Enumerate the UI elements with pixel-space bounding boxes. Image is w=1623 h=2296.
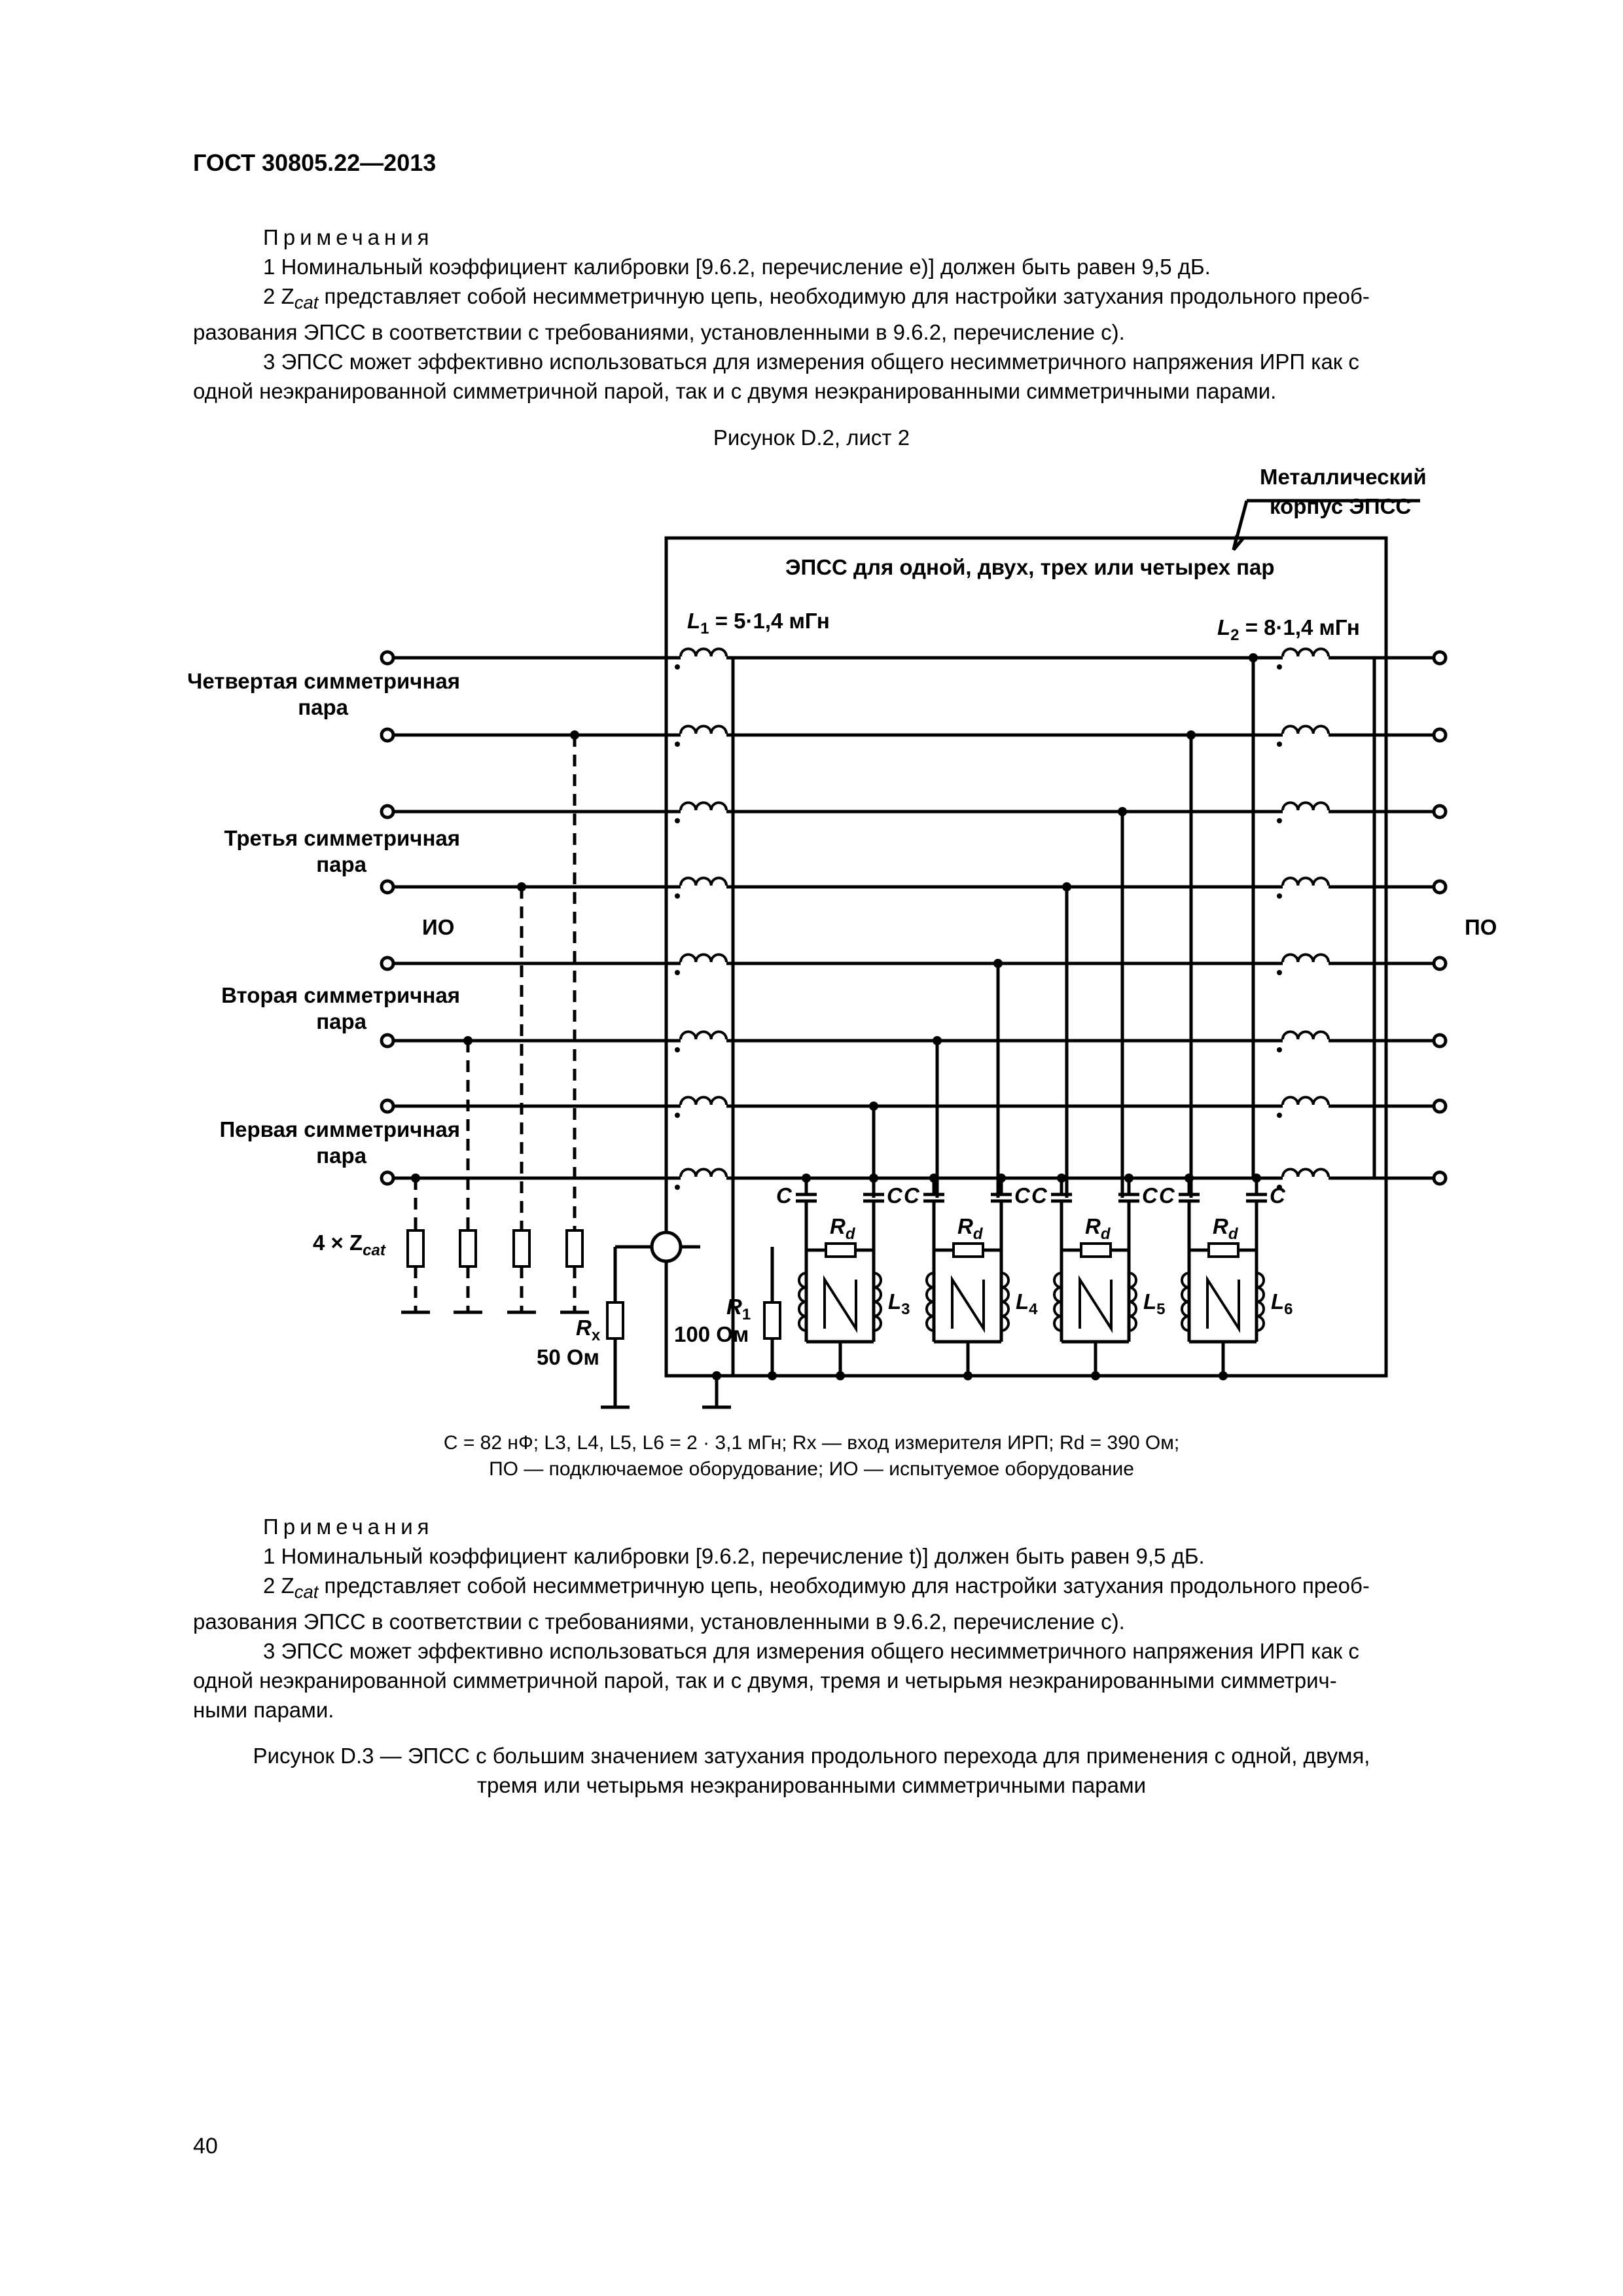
l2-label: $L_2 = 8\cdot 1,4$ мГн <box>1217 615 1360 644</box>
cap-label-1-0: C <box>904 1183 919 1208</box>
terminal-right-3 <box>1434 881 1446 893</box>
rd-label-0: $R_d$ <box>830 1214 855 1243</box>
l2-coil-1 <box>1283 726 1329 734</box>
terminal-left-4 <box>382 958 393 969</box>
l1-coil-2 <box>681 802 726 810</box>
coil-dot-r-3 <box>1277 893 1282 899</box>
rd-label-2: $R_d$ <box>1085 1214 1111 1243</box>
coil-dot-r-1 <box>1277 742 1282 747</box>
ae-label: ПО <box>1465 915 1497 939</box>
tap-dot-0 <box>1186 730 1196 740</box>
l2-coil-3 <box>1283 878 1329 886</box>
cap-label-2-0: C <box>1031 1183 1047 1208</box>
zcat-res-0 <box>408 1230 423 1266</box>
l2-coil-2 <box>1283 802 1329 810</box>
note-b3: 3 ЭПСС может эффективно использоваться для измерения общего несимметричного напряжения ИРП как с <box>263 1638 1359 1663</box>
coil-dot-l-4 <box>675 970 680 975</box>
l2-coil-4 <box>1283 954 1329 962</box>
coil-dot-l-6 <box>675 1113 680 1118</box>
notes-bottom <box>193 1512 1495 1725</box>
r1-dot <box>768 1371 777 1380</box>
note-1: 1 Номинальный коэффициент калибровки [9.6.2, перечисление e)] должен быть равен 9,5 дБ. <box>263 255 1211 279</box>
pair1-label-b: пара <box>316 1143 366 1168</box>
l2-coil-5 <box>1283 1031 1329 1039</box>
cap-dot-r-1 <box>997 1174 1006 1183</box>
figure-d2-caption: Рисунок D.2, лист 2 <box>713 425 910 450</box>
rx-value: 50 Ом <box>537 1345 599 1369</box>
cap-dot-l-1 <box>929 1174 938 1183</box>
coil-dot-l-7 <box>675 1185 680 1190</box>
coil-dot-l-2 <box>675 818 680 823</box>
l1-coil-1 <box>681 726 726 734</box>
tap-dot-5 <box>869 1102 878 1111</box>
pair2-label-b: пара <box>316 1009 366 1033</box>
note-b2: 2 $Z_{cat}$ представляет собой несимметричную цепь, необходимую для настройки затухания продольного преоб- <box>263 1573 1370 1602</box>
coil-dot-l-3 <box>675 893 680 899</box>
terminal-left-6 <box>382 1100 393 1112</box>
box-title: ЭПСС для одной, двух, трех или четырех пар <box>785 555 1275 579</box>
rd-body-0 <box>826 1244 855 1257</box>
core-0 <box>825 1280 856 1329</box>
box-ground-dot <box>712 1371 721 1380</box>
note-b3-cont2: ными парами. <box>193 1697 334 1722</box>
pair4-label-b: пара <box>298 695 348 719</box>
terminal-left-3 <box>382 881 393 893</box>
terminal-right-0 <box>1434 652 1446 664</box>
cap-label-0-0: C <box>776 1183 792 1208</box>
pair3-label-a: Третья симметричная <box>224 826 460 850</box>
coil-dot-l-5 <box>675 1047 680 1052</box>
rx-port <box>652 1232 681 1261</box>
enclosure-label-2: корпус ЭПСС <box>1270 494 1412 518</box>
balun-label-2: $L_5$ <box>1143 1289 1166 1318</box>
notes-bottom-title: Примечания <box>263 1515 434 1539</box>
l2-coil-6 <box>1283 1097 1329 1105</box>
zcat-dot-0 <box>411 1174 420 1183</box>
terminal-left-5 <box>382 1035 393 1047</box>
l1-coil-0 <box>681 649 726 656</box>
coil-dot-l-0 <box>675 664 680 670</box>
terminal-left-0 <box>382 652 393 664</box>
terminal-right-4 <box>1434 958 1446 969</box>
core-1 <box>952 1280 984 1329</box>
balun-label-3: $L_6$ <box>1271 1289 1293 1318</box>
tap-dot-1 <box>1118 807 1127 816</box>
note-2-cont: разования ЭПСС в соответствии с требованиями, установленными в 9.6.2, перечисление с). <box>193 319 1125 344</box>
enclosure-label-1: Металлический <box>1260 465 1427 489</box>
terminal-right-7 <box>1434 1172 1446 1184</box>
l1-label: $L_1 = 5\cdot 1,4$ мГн <box>687 609 830 637</box>
document-header: ГОСТ 30805.22—2013 <box>193 149 437 176</box>
ground-dot-0 <box>836 1371 845 1380</box>
l2-coil-7 <box>1283 1169 1329 1177</box>
notes-title: Примечания <box>263 225 434 249</box>
pair1-label-a: Первая симметричная <box>219 1117 460 1141</box>
core-3 <box>1207 1280 1239 1329</box>
l1-coil-6 <box>681 1097 726 1105</box>
note-b1: 1 Номинальный коэффициент калибровки [9.6.2, перечисление t)] должен быть равен 9,5 дБ. <box>263 1544 1205 1568</box>
legend-line-1: C = 82 нФ; L3, L4, L5, L6 = 2 · 3,1 мГн; Rx — вход измерителя ИРП; Rd = 390 Ом; <box>443 1432 1180 1454</box>
cap-label-0-1: C <box>887 1183 902 1208</box>
coil-dot-l-1 <box>675 742 680 747</box>
balun-label-0: $L_3$ <box>888 1289 910 1318</box>
pair4-label-a: Четвертая симметричная <box>187 669 460 693</box>
tap-dot-4 <box>933 1036 942 1045</box>
pair2-label-a: Вторая симметричная <box>221 983 460 1007</box>
l1-coil-3 <box>681 878 726 886</box>
cap-dot-r-3 <box>1252 1174 1261 1183</box>
r1-value: 100 Ом <box>674 1322 749 1346</box>
figure-d3-caption <box>0 1741 1623 1800</box>
enclosure-box <box>666 538 1386 1376</box>
figure-legend <box>0 1430 1623 1482</box>
l2-coil-0 <box>1283 649 1329 656</box>
figure-d3-caption-2: тремя или четырьмя неэкранированными симметричными парами <box>476 1773 1147 1797</box>
l1-coil-4 <box>681 954 726 962</box>
tap-dot-l2 <box>1249 653 1258 662</box>
rx-label: $R_x$ <box>576 1316 601 1344</box>
cap-dot-l-2 <box>1057 1174 1066 1183</box>
cap-label-1-1: C <box>1014 1183 1030 1208</box>
r1-label: $R_1$ <box>726 1295 751 1323</box>
rd-body-3 <box>1209 1244 1238 1257</box>
l1-coil-7 <box>681 1169 726 1177</box>
cap-dot-l-3 <box>1185 1174 1194 1183</box>
tap-dot-3 <box>993 959 1003 968</box>
ground-dot-1 <box>963 1371 972 1380</box>
core-2 <box>1080 1280 1111 1329</box>
rd-label-1: $R_d$ <box>957 1214 983 1243</box>
l1-coil-5 <box>681 1031 726 1039</box>
cap-dot-l-0 <box>802 1174 811 1183</box>
r1-res <box>764 1302 780 1338</box>
zcat-res-2 <box>514 1230 529 1266</box>
cap-dot-r-0 <box>869 1174 878 1183</box>
legend-line-2: ПО — подключаемое оборудование; ИО — испытуемое оборудование <box>489 1458 1134 1480</box>
rx-res <box>607 1302 623 1338</box>
balun-label-1: $L_4$ <box>1016 1289 1038 1318</box>
zcat-dot-3 <box>570 730 579 740</box>
coil-dot-r-5 <box>1277 1047 1282 1052</box>
figure-d3-caption-1: Рисунок D.3 — ЭПСС с большим значением затухания продольного перехода для применения с одной, двумя, <box>253 1744 1370 1768</box>
pair3-label-b: пара <box>316 852 366 876</box>
note-3: 3 ЭПСС может эффективно использоваться для измерения общего несимметричного напряжения ИРП как с <box>263 349 1359 374</box>
terminal-right-5 <box>1434 1035 1446 1047</box>
coil-dot-r-0 <box>1277 664 1282 670</box>
terminal-left-2 <box>382 806 393 817</box>
note-2: 2 $Z_{cat}$ представляет собой несимметричную цепь, необходимую для настройки затухания продольного преоб- <box>263 284 1370 313</box>
coil-dot-r-4 <box>1277 970 1282 975</box>
zcat-label: $4 \times Z_{cat}$ <box>313 1230 385 1259</box>
rd-body-1 <box>954 1244 983 1257</box>
ground-dot-3 <box>1219 1371 1228 1380</box>
tap-dot-2 <box>1062 882 1071 891</box>
coil-dot-r-6 <box>1277 1113 1282 1118</box>
cap-label-3-1: C <box>1270 1183 1285 1208</box>
rd-label-3: $R_d$ <box>1213 1214 1238 1243</box>
note-b2-cont: разования ЭПСС в соответствии с требованиями, установленными в 9.6.2, перечисление с). <box>193 1609 1125 1634</box>
terminal-right-2 <box>1434 806 1446 817</box>
zcat-dot-2 <box>517 882 526 891</box>
terminal-right-6 <box>1434 1100 1446 1112</box>
note-b3-cont: одной неэкранированной симметричной парой, так и с двумя, тремя и четырьмя неэкранированными симметрич- <box>193 1668 1337 1693</box>
zcat-dot-1 <box>463 1036 473 1045</box>
ground-dot-2 <box>1091 1371 1100 1380</box>
rd-body-2 <box>1081 1244 1111 1257</box>
note-3-cont: одной неэкранированной симметричной парой, так и с двумя неэкранированными симметричными парами. <box>193 378 1277 403</box>
zcat-res-3 <box>567 1230 582 1266</box>
eut-label: ИО <box>422 915 455 939</box>
cap-label-2-1: C <box>1142 1183 1158 1208</box>
zcat-res-1 <box>460 1230 476 1266</box>
cap-label-3-0: C <box>1159 1183 1175 1208</box>
page-number: 40 <box>193 2134 218 2159</box>
coil-dot-r-2 <box>1277 818 1282 823</box>
terminal-left-7 <box>382 1172 393 1184</box>
terminal-right-1 <box>1434 729 1446 741</box>
terminal-left-1 <box>382 729 393 741</box>
cap-dot-r-2 <box>1124 1174 1133 1183</box>
